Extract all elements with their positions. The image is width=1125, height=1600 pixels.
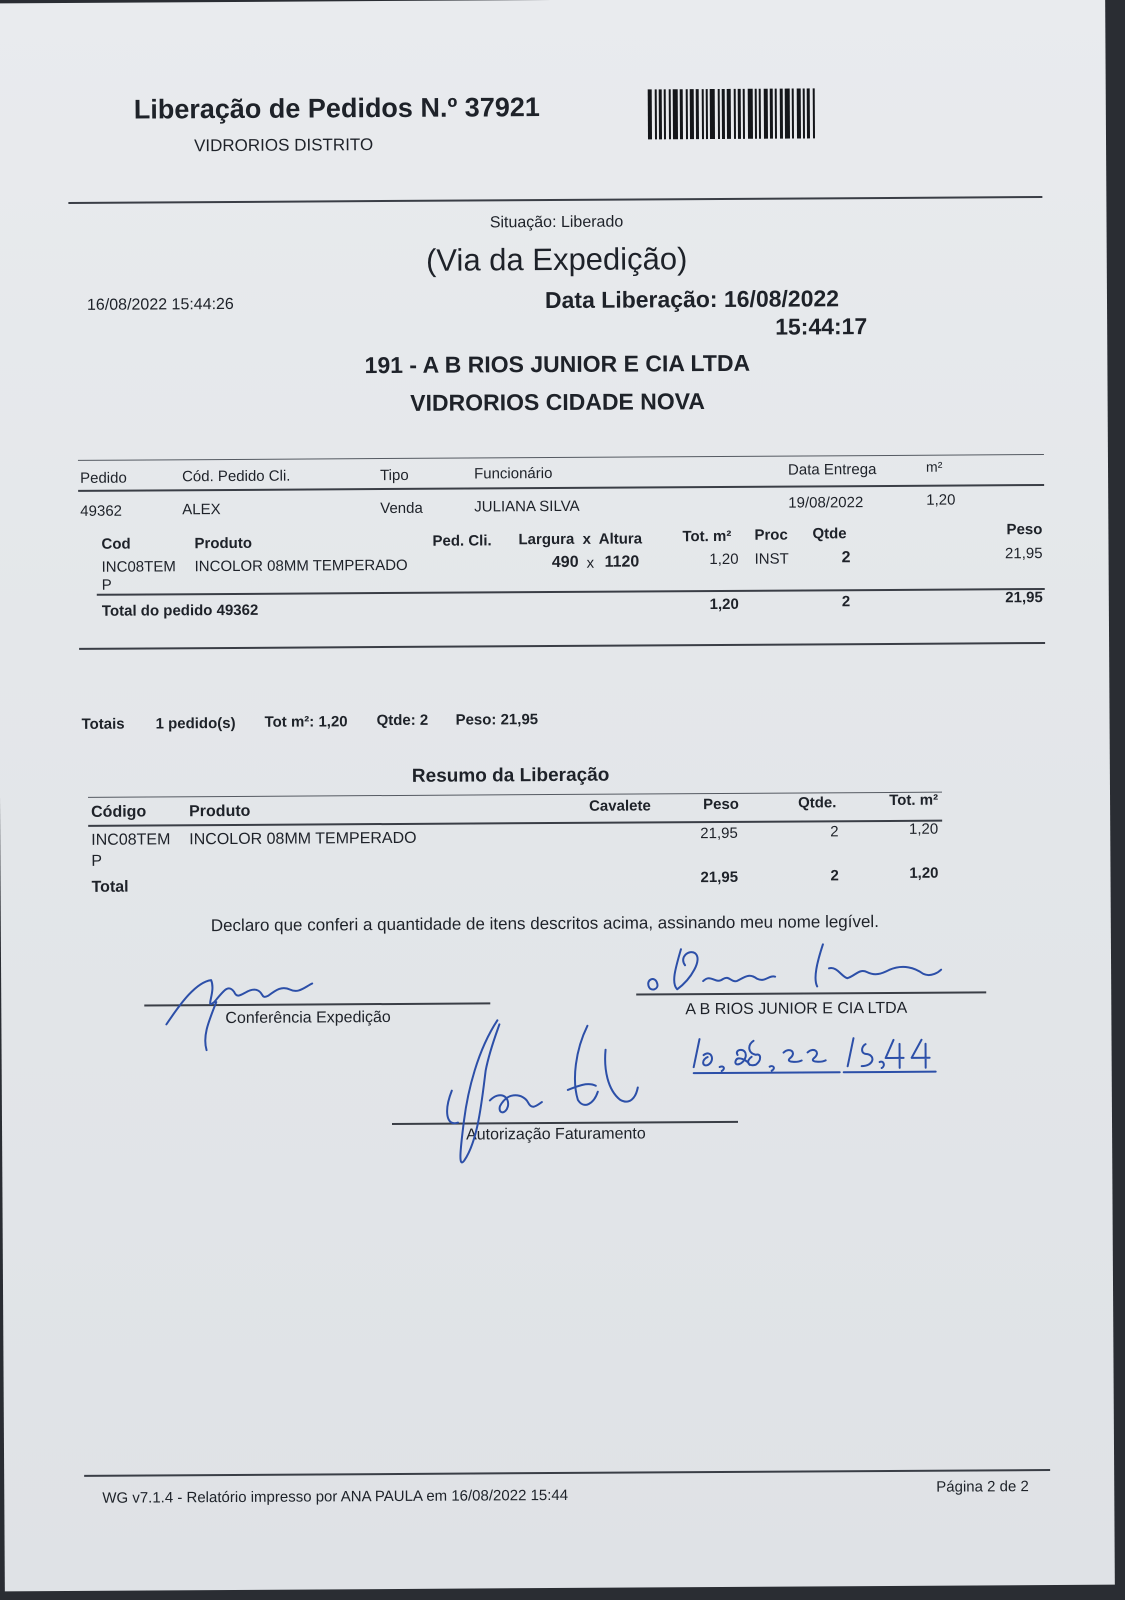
resumo-total-tot-m2: 1,20 — [909, 864, 939, 882]
resumo-col-qtde: Qtde. — [798, 794, 837, 812]
barcode-bar — [813, 88, 815, 138]
resumo-col-tot-m2: Tot. m² — [889, 791, 939, 809]
handwritten-date — [689, 1026, 959, 1088]
barcode-bar — [664, 89, 666, 139]
barcode-bar — [655, 89, 657, 139]
barcode-bar — [792, 89, 794, 139]
print-datetime: 16/08/2022 15:44:26 — [86, 295, 234, 314]
totais-peso: Peso: 21,95 — [455, 711, 539, 729]
item-proc: INST — [754, 550, 789, 568]
col-tipo: Tipo — [379, 466, 409, 485]
barcode-bar — [803, 88, 805, 138]
item-cod-line2: P — [101, 576, 112, 594]
header-divider — [68, 196, 1042, 204]
barcode-bar — [727, 89, 731, 139]
row-cod-pedido-cli: ALEX — [182, 501, 221, 519]
resumo-total-qtde: 2 — [830, 867, 839, 885]
resumo-col-peso: Peso — [703, 795, 739, 814]
item-tot-m2: 1,20 — [709, 550, 739, 569]
barcode-bar — [755, 89, 757, 139]
item-col-peso: Peso — [1006, 521, 1043, 539]
totais-tot-m2: Tot m²: 1,20 — [264, 713, 348, 731]
order-total-m2: 1,20 — [709, 595, 739, 614]
barcode-bar — [686, 89, 688, 139]
barcode-bar — [738, 89, 741, 139]
col-cod-pedido-cli: Cód. Pedido Cli. — [182, 467, 291, 486]
item-produto: INCOLOR 08MM TEMPERADO — [194, 556, 408, 576]
barcode-bar — [669, 89, 671, 139]
resumo-col-codigo: Código — [91, 803, 147, 821]
order-table-bottom-line — [79, 642, 1045, 650]
footer-printed-by: WG v7.1.4 - Relatório impresso por ANA PAULA em 16/08/2022 15:44 — [102, 1486, 569, 1507]
document-title: Liberação de Pedidos N.º 37921 — [133, 92, 540, 125]
barcode-bar — [718, 89, 720, 139]
col-funcionario: Funcionário — [473, 465, 553, 483]
barcode-bar — [722, 89, 725, 139]
item-altura: 1120 — [604, 553, 640, 571]
barcode-bar — [702, 89, 704, 139]
row-pedido: 49362 — [80, 502, 123, 520]
barcode-bar — [696, 89, 699, 139]
barcode-bar — [743, 89, 745, 139]
signature-label-cliente: A B RIOS JUNIOR E CIA LTDA — [685, 999, 908, 1019]
item-col-qtde: Qtde — [812, 525, 847, 543]
totais-qtde: Qtde: 2 — [376, 711, 429, 730]
resumo-qtde: 2 — [830, 823, 839, 841]
footer-divider — [84, 1469, 1050, 1477]
totais-label: Totais — [81, 715, 125, 733]
item-largura: 490 — [551, 553, 579, 572]
declaration-text: Declaro que conferi a quantidade de itens descritos acima, assinando meu nome legível. — [210, 912, 879, 936]
barcode-bar — [680, 89, 683, 139]
barcode-bar — [648, 89, 652, 139]
resumo-title: Resumo da Liberação — [411, 764, 610, 787]
item-peso: 21,95 — [1004, 545, 1043, 563]
data-liberacao-time: 15:44:17 — [775, 313, 868, 340]
barcode-bar — [690, 89, 694, 139]
barcode-bar — [797, 88, 801, 138]
row-m2: 1,20 — [926, 491, 956, 509]
handwritten-signature-cliente — [641, 937, 971, 999]
row-tipo: Venda — [380, 499, 423, 518]
item-col-largura-altura: Largura x Altura — [518, 530, 643, 549]
item-cod: INC08TEM — [101, 558, 176, 576]
barcode-bar — [764, 89, 768, 139]
resumo-tot-m2: 1,20 — [908, 820, 939, 838]
item-col-cod: Cod — [101, 535, 131, 553]
company-name: VIDRORIOS DISTRITO — [193, 135, 374, 156]
via-label: (Via da Expedição) — [425, 241, 688, 278]
item-x: x — [586, 554, 595, 572]
footer-page-number: Página 2 de 2 — [936, 1478, 1029, 1496]
resumo-col-produto: Produto — [189, 802, 251, 821]
barcode-bar — [770, 89, 773, 139]
resumo-codigo-line2: P — [91, 852, 103, 870]
barcode-bar — [659, 89, 662, 139]
row-data-entrega: 19/08/2022 — [788, 494, 864, 512]
resumo-total-peso: 21,95 — [700, 868, 739, 887]
barcode-bar — [734, 89, 736, 139]
totais-pedidos: 1 pedido(s) — [155, 714, 236, 733]
resumo-codigo: INC08TEM — [91, 831, 171, 849]
item-col-ped-cli: Ped. Cli. — [432, 532, 492, 550]
signature-label-conferencia: Conferência Expedição — [225, 1009, 391, 1028]
signature-label-autorizacao: Autorização Faturamento — [466, 1125, 646, 1144]
handwritten-signature-conferencia — [156, 961, 347, 1052]
barcode-bar — [759, 89, 761, 139]
order-header-line — [78, 484, 1044, 492]
col-pedido: Pedido — [80, 469, 127, 487]
resumo-peso: 21,95 — [700, 824, 738, 843]
barcode-bar — [807, 88, 810, 138]
item-total-line — [97, 588, 1045, 596]
barcode-bar — [673, 89, 678, 139]
col-data-entrega: Data Entrega — [787, 461, 877, 479]
barcode-bar — [706, 89, 708, 139]
item-col-produto: Produto — [194, 534, 253, 553]
item-col-tot-m2: Tot. m² — [682, 527, 732, 546]
data-liberacao: Data Liberação: 16/08/2022 — [544, 285, 840, 314]
handwritten-signature-autorizacao — [437, 1009, 668, 1170]
barcode-bar — [710, 89, 715, 139]
order-total-qtde: 2 — [841, 593, 851, 611]
item-qtde: 2 — [841, 549, 851, 567]
barcode — [648, 88, 820, 139]
barcode-bar — [780, 89, 783, 139]
resumo-total-label: Total — [91, 878, 129, 896]
col-m2: m² — [925, 458, 943, 475]
barcode-bar — [775, 89, 777, 139]
barcode-bar — [785, 89, 790, 139]
order-total-label: Total do pedido 49362 — [101, 601, 259, 620]
situacao-label: Situação: Liberado — [489, 213, 624, 232]
order-total-peso: 21,95 — [1005, 589, 1043, 607]
row-funcionario: JULIANA SILVA — [474, 497, 580, 516]
client-store: VIDRORIOS CIDADE NOVA — [410, 388, 706, 416]
barcode-bar — [748, 89, 753, 139]
order-table-top-line — [78, 454, 1044, 461]
client-name: 191 - A B RIOS JUNIOR E CIA LTDA — [364, 349, 751, 379]
item-col-proc: Proc — [754, 526, 788, 544]
resumo-col-cavalete: Cavalete — [589, 797, 651, 815]
resumo-produto: INCOLOR 08MM TEMPERADO — [189, 829, 417, 849]
